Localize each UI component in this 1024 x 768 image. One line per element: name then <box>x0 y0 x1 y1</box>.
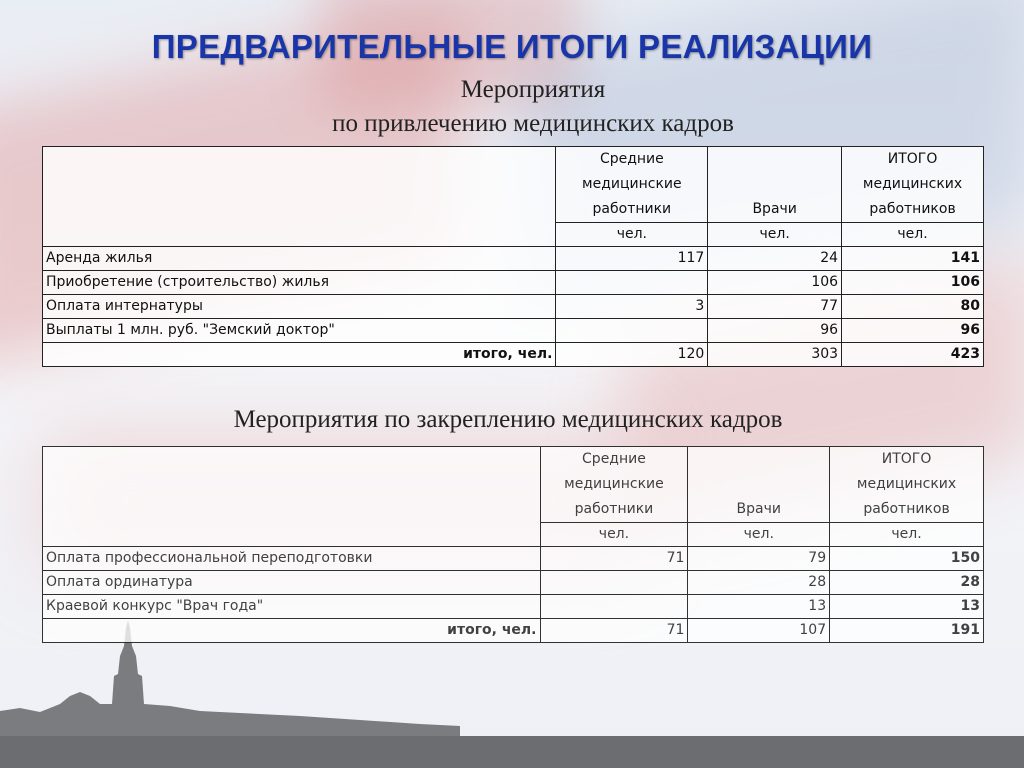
unit-cell: чел. <box>540 523 688 547</box>
header-line: работников <box>863 501 950 517</box>
total-value: 28 <box>830 571 984 595</box>
nurses-value <box>556 271 708 295</box>
header-line: медицинские <box>582 176 682 192</box>
nurses-value: 71 <box>540 547 688 571</box>
nurses-value <box>540 595 688 619</box>
nurses-total: 120 <box>556 343 708 367</box>
table-row <box>43 571 984 595</box>
section1-heading-line2: по привлечению медицинских кадров <box>332 110 734 137</box>
total-row <box>43 343 984 367</box>
retention-table <box>42 446 984 643</box>
row-label: Аренда жилья <box>43 247 556 271</box>
total-value: 106 <box>842 271 984 295</box>
doctors-value: 24 <box>708 247 842 271</box>
page-title: ПРЕДВАРИТЕЛЬНЫЕ ИТОГИ РЕАЛИЗАЦИИ <box>151 28 873 65</box>
unit-cell: чел. <box>688 523 830 547</box>
header-line: ИТОГО <box>887 151 938 167</box>
grand-total: 191 <box>830 619 984 643</box>
header-line: работников <box>869 201 956 217</box>
row-label: Выплаты 1 млн. руб. "Земский доктор" <box>43 319 556 343</box>
total-value: 13 <box>830 595 984 619</box>
row-label: Оплата профессиональной переподготовки <box>43 547 541 571</box>
doctors-total: 303 <box>708 343 842 367</box>
doctors-value: 106 <box>708 271 842 295</box>
total-value: 150 <box>830 547 984 571</box>
total-row-label: итого, чел. <box>43 619 541 643</box>
header-row <box>43 147 984 223</box>
header-nurses <box>540 447 688 523</box>
header-line: Средние <box>599 151 664 167</box>
nurses-value: 3 <box>556 295 708 319</box>
row-label: Оплата интернатуры <box>43 295 556 319</box>
table-row <box>43 319 984 343</box>
unit-cell: чел. <box>556 223 708 247</box>
total-value: 80 <box>842 295 984 319</box>
nurses-value: 117 <box>556 247 708 271</box>
doctors-value: 96 <box>708 319 842 343</box>
header-total <box>830 447 984 523</box>
table-row <box>43 247 984 271</box>
total-row <box>43 619 984 643</box>
footer-bar <box>0 736 1024 768</box>
total-row-label: итого, чел. <box>43 343 556 367</box>
header-line: медицинских <box>856 476 957 492</box>
doctors-value: 79 <box>688 547 830 571</box>
grand-total: 423 <box>842 343 984 367</box>
header-line: ИТОГО <box>881 451 932 467</box>
table-row <box>43 295 984 319</box>
header-doctors: Врачи <box>688 447 830 523</box>
table-row <box>43 271 984 295</box>
row-label: Приобретение (строительство) жилья <box>43 271 556 295</box>
header-line: медицинских <box>862 176 963 192</box>
header-empty-cell <box>43 147 556 247</box>
doctors-value: 28 <box>688 571 830 595</box>
total-value: 141 <box>842 247 984 271</box>
header-line: медицинские <box>564 476 664 492</box>
header-line: работники <box>574 501 654 517</box>
header-doctors: Врачи <box>708 147 842 223</box>
row-label: Оплата ординатура <box>43 571 541 595</box>
header-line: работники <box>592 201 672 217</box>
table-row <box>43 595 984 619</box>
table-row <box>43 547 984 571</box>
recruitment-table <box>42 146 984 367</box>
nurses-total: 71 <box>540 619 688 643</box>
nurses-value <box>556 319 708 343</box>
doctors-value: 77 <box>708 295 842 319</box>
unit-cell: чел. <box>830 523 984 547</box>
total-value: 96 <box>842 319 984 343</box>
header-row <box>43 447 984 523</box>
nurses-value <box>540 571 688 595</box>
row-label: Краевой конкурс "Врач года" <box>43 595 541 619</box>
doctors-total: 107 <box>688 619 830 643</box>
section2-heading: Мероприятия по закреплению медицинских кадров <box>233 406 783 433</box>
header-nurses <box>556 147 708 223</box>
doctors-value: 13 <box>688 595 830 619</box>
section1-heading-line1: Мероприятия <box>460 76 606 103</box>
header-line: Средние <box>582 451 646 467</box>
header-total <box>842 147 984 223</box>
unit-cell: чел. <box>842 223 984 247</box>
unit-cell: чел. <box>708 223 842 247</box>
header-empty-cell <box>43 447 541 547</box>
